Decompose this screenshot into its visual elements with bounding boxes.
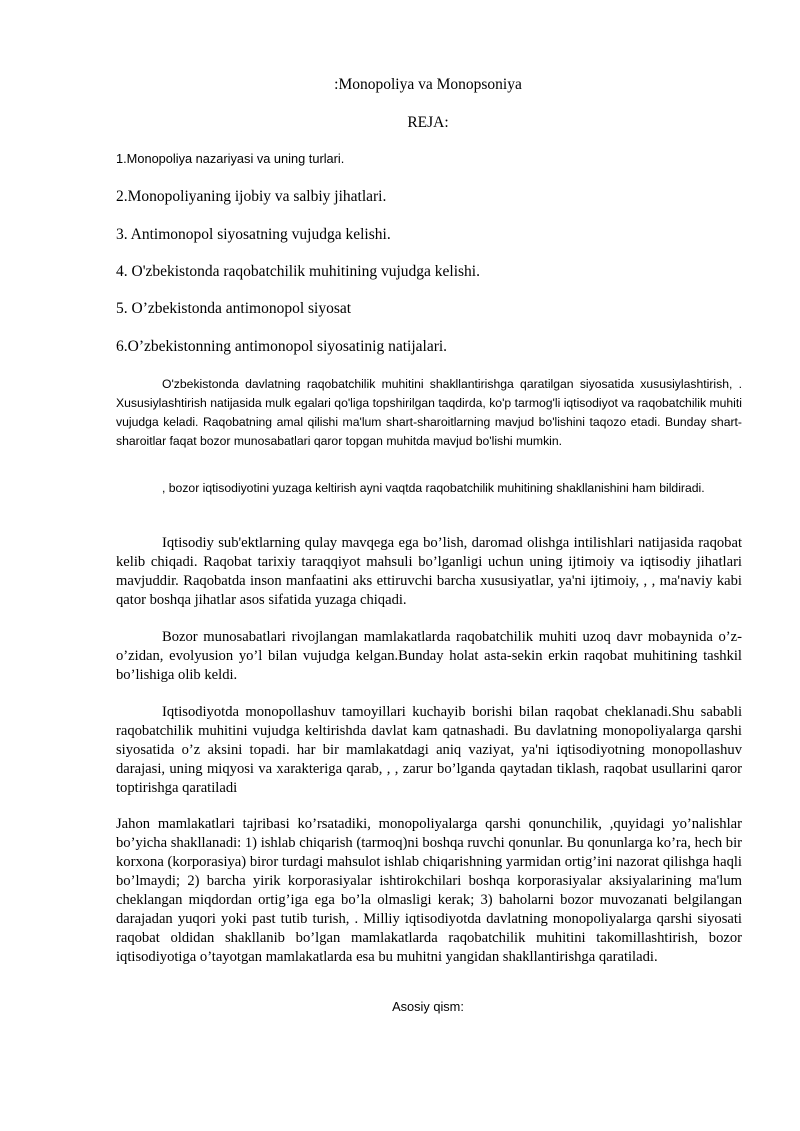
plan-item-1: 1.Monopoliya nazariyasi va uning turlari. — [116, 151, 345, 166]
body-paragraph: Bozor munosabatlari rivojlangan mamlakatlarda raqobatchilik muhiti uzoq davr mobaynida o’z-o’zidan, evolyusion yo’l bilan vujudga kelgan.Bunday holat asta-sekin erkin raqobat muhitining tashkil bo’lishiga olib keldi. — [116, 629, 742, 683]
plan-item-6: 6.O’zbekistonning antimonopol siyosatinig natijalari. — [116, 338, 448, 355]
body-paragraph: Iqtisodiy sub'ektlarning qulay mavqega ega bo’lish, daromad olishga intilishlari natijasida raqobat kelib chiqadi. Raqobat tarixiy taraqqiyot mahsuli bo’lganligi uchun uning ijtimoiy va iqtisodiy jihatlari mavjuddir. Raqobatda inson manfaatini aks ettiruvchi barcha xususiyatlar, ya'ni ijtimoiy, , , ma'naviy kabi qator boshqa jihatlar asos sifatida yuzaga chiqadi. — [116, 535, 742, 608]
plan-heading: REJA: — [407, 114, 449, 131]
body-paragraph: Iqtisodiyotda monopollashuv tamoyillari kuchayib borishi bilan raqobat cheklanadi.Shu sababli raqobatchilik muhitini vujudga keltirishda davlat kam qatnashadi. Bu davlatning monopoliyalarga qarshi siyosatida o’z aksini topadi. har bir mamlakatdagi aniq vaziyat, ya'ni iqtisodiyotning monopollashuv darajasi, uning miqyosi va xarakteriga qarab, , , zarur bo’lganda qaytadan tiklash, raqobat usullarini qaror toptirishga qaratiladi — [116, 704, 742, 796]
document-title: :Monopoliya va Monopsoniya — [334, 76, 522, 93]
plan-item-5: 5. O’zbekistonda antimonopol siyosat — [116, 300, 352, 317]
plan-item-2: 2.Monopoliyaning ijobiy va salbiy jihatlari. — [116, 188, 387, 205]
body-paragraph: O'zbekistonda davlatning raqobatchilik muhitini shakllantirishga qaratilgan siyosatida xususiylashtirish, . Xususiylashtirish natijasida mulk egalari qo'liga topshirilgan taqdirda, ko'p tarmog'li iqtisodiyot va raqobatchilik muhiti vujudga keladi. Raqobatning amal qilishi ma'lum shart-sharoitlarning mavjud bo'lishini taqozo etadi. Bunday shart-sharoitlar faqat bozor munosabatlari qaror topgan muhitda mavjud bo'lishi mumkin. — [116, 377, 742, 448]
section-heading: Asosiy qism: — [392, 999, 464, 1014]
body-paragraph: Jahon mamlakatlari tajribasi ko’rsatadiki, monopoliyalarga qarshi qonunchilik, ,quyidagi yo’nalishlar bo’yicha shakllanadi: 1) ishlab chiqarish (tarmoq)ni boshqa ruvchi qonunlar. Bu qonunlarga ko’ra, hech bir korxona (korporasiya) biror turdagi mahsulot ishlab chiqarishning yarmidan ortig’ini nazorat qilishga haqli bo’lmaydi; 2) barcha yirik korporasiyalar ishtirokchilari boshqa korporasiyalar aksiyalarining ma'lum cheklangan miqdordan ortig’iga ega bo’la olmasligi kerak; 3) baholarni bozor muvozanati belgilangan darajadan yuqori yoki past tutib turish, . Milliy iqtisodiyotda davlatning monopoliyalarga qarshi siyosati raqobat oldidan shakllanib bo’lgan mamlakatlarda raqobatchilik muhitini takomillashtirish, bozor iqtisodiyotiga o’tayotgan mamlakatlarda esa bu muhitni yangidan shakllantirishga qaratiladi. — [116, 816, 742, 965]
plan-item-4: 4. O'zbekistonda raqobatchilik muhitining vujudga kelishi. — [116, 263, 480, 280]
plan-item-3: 3. Antimonopol siyosatning vujudga kelishi. — [116, 226, 391, 243]
body-paragraph: , bozor iqtisodiyotini yuzaga keltirish ayni vaqtda raqobatchilik muhitining shakllanishini ham bildiradi. — [162, 481, 705, 495]
